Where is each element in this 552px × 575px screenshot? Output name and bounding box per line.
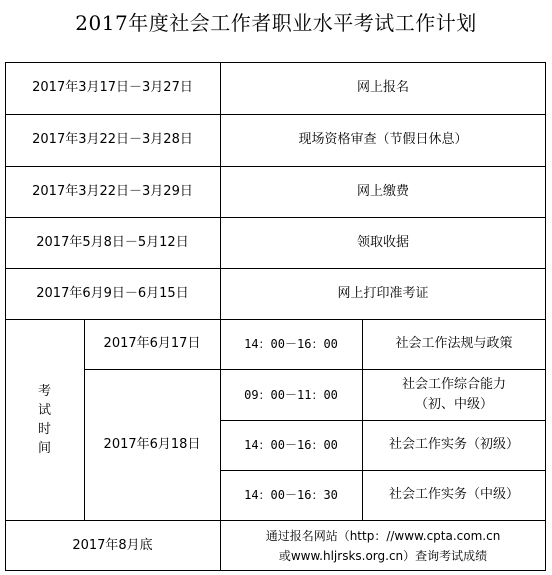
exam-time-label-char: 间 — [37, 440, 51, 456]
schedule-task: 网上缴费 — [356, 183, 409, 199]
schedule-date: 2017年5月8日－5月12日 — [36, 234, 189, 250]
exam-subject-line: （初、中级） — [414, 396, 493, 412]
schedule-date: 2017年6月9日－6月15日 — [36, 285, 189, 301]
exam-session-time: 14：00－16：30 — [244, 488, 338, 502]
exam-subject: 社会工作实务（中级） — [388, 487, 519, 502]
exam-session-time: 14：00－16：00 — [244, 438, 338, 452]
results-info — [220, 520, 546, 571]
exam-time-label-char: 考 — [37, 383, 51, 399]
exam-day: 2017年6月17日 — [103, 336, 201, 351]
exam-time-label-char: 时 — [37, 421, 51, 437]
exam-subject — [362, 369, 546, 420]
exam-subject: 社会工作法规与政策 — [395, 336, 513, 351]
schedule-date: 2017年3月22日－3月29日 — [32, 183, 193, 199]
exam-session-time: 09：00－11：00 — [244, 387, 338, 402]
schedule-task: 网上打印准考证 — [337, 285, 429, 301]
schedule-date: 2017年3月22日－3月28日 — [32, 132, 193, 147]
exam-subject-line: 社会工作综合能力 — [401, 376, 506, 392]
results-date: 2017年8月底 — [72, 537, 153, 553]
schedule-task: 现场资格审查（节假日休息） — [298, 132, 468, 147]
schedule-task: 网上报名 — [356, 80, 409, 95]
exam-time-label-char: 试 — [37, 402, 51, 418]
page-title: 2017年度社会工作者职业水平考试工作计划 — [75, 11, 477, 35]
exam-time-label — [5, 319, 84, 520]
exam-session-time: 14：00－16：00 — [244, 337, 338, 351]
results-info-line: 或www.hljrsks.org.cn）查询考试成绩 — [278, 548, 488, 563]
exam-day: 2017年6月18日 — [103, 436, 201, 452]
schedule-date: 2017年3月17日－3月27日 — [32, 80, 193, 95]
results-info-line: 通过报名网站（http：//www.cpta.com.cn — [265, 528, 501, 543]
schedule-task: 领取收据 — [356, 234, 409, 250]
exam-subject: 社会工作实务（初级） — [388, 437, 519, 452]
